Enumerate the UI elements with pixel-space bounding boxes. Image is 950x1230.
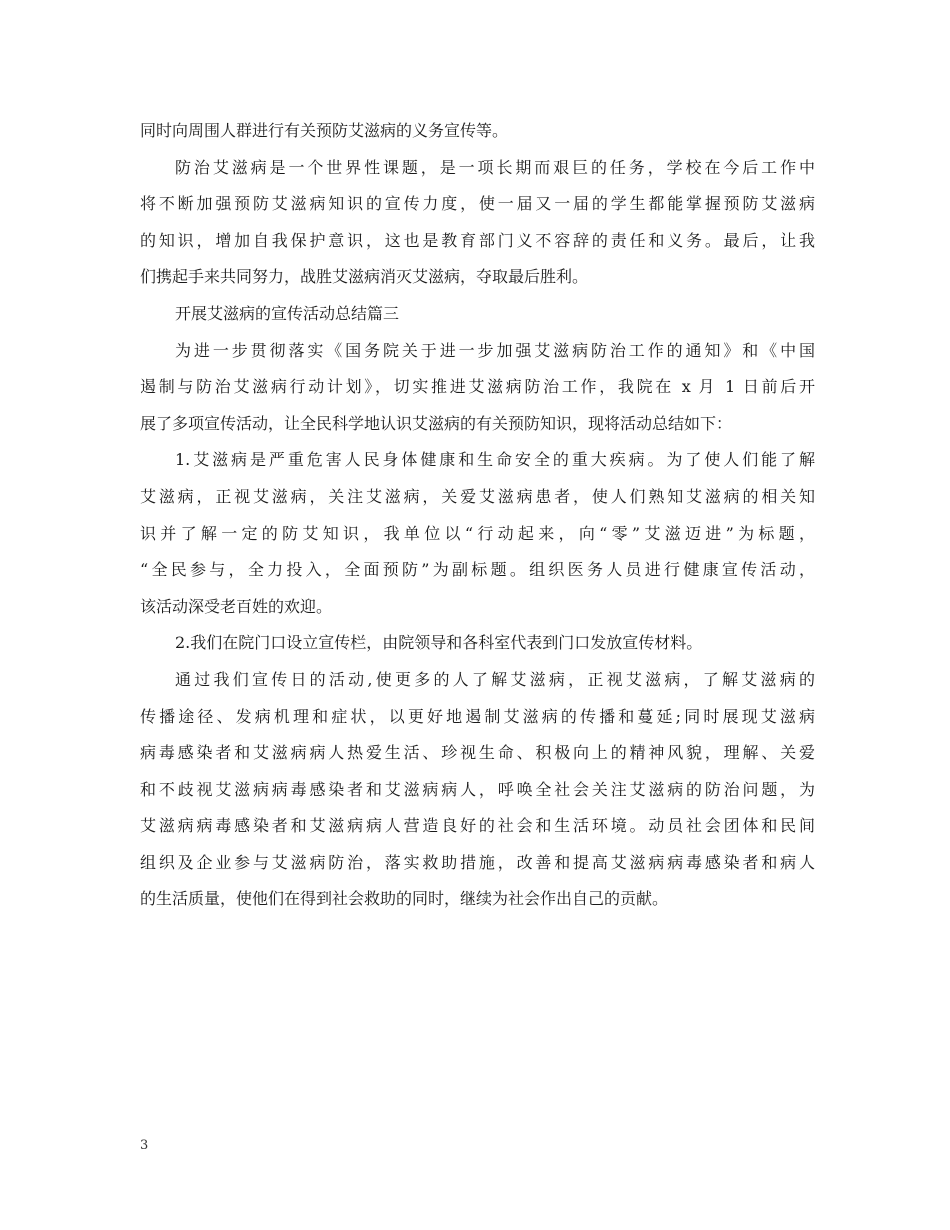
body-line: 同时向周围人群进行有关预防艾滋病的义务宣传等。 <box>140 121 509 140</box>
body-line: 展了多项宣传活动，让全民科学地认识艾滋病的有关预防知识，现将活动总结如下： <box>140 413 733 433</box>
body-line: 的生活质量，使他们在得到社会救助的同时，继续为社会作出自己的贡献。 <box>140 889 669 909</box>
section-heading: 开展艾滋病的宣传活动总结篇三 <box>175 303 400 323</box>
body-line: 识并了解一定的防艾知识，我单位以“行动起来，向“零”艾滋迈进”为标题， <box>140 523 815 543</box>
body-line: 1.艾滋病是严重危害人民身体健康和生命安全的重大疾病。为了使人们能了解 <box>175 450 815 470</box>
body-line: 该活动深受老百姓的欢迎。 <box>140 596 333 616</box>
body-line: 2.我们在院门口设立宣传栏，由院领导和各科室代表到门口发放宣传材料。 <box>175 633 703 653</box>
body-line: 们携起手来共同努力，战胜艾滋病消灭艾滋病，夺取最后胜利。 <box>140 267 589 287</box>
body-line: 组织及企业参与艾滋病防治，落实救助措施，改善和提高艾滋病病毒感染者和病人 <box>140 852 815 872</box>
body-line: 传播途径、发病机理和症状，以更好地遏制艾滋病的传播和蔓延;同时展现艾滋病 <box>140 706 815 726</box>
body-line: 通过我们宣传日的活动,使更多的人了解艾滋病，正视艾滋病，了解艾滋病的 <box>175 669 815 689</box>
body-line: 病毒感染者和艾滋病病人热爱生活、珍视生命、积极向上的精神风貌，理解、关爱 <box>140 743 815 763</box>
body-line: 的知识，增加自我保护意识，这也是教育部门义不容辞的责任和义务。最后，让我 <box>140 230 815 250</box>
body-line: 和不歧视艾滋病病毒感染者和艾滋病病人，呼唤全社会关注艾滋病的防治问题，为 <box>140 779 815 799</box>
page-number: 3 <box>140 1138 149 1153</box>
body-line: 遏制与防治艾滋病行动计划》，切实推进艾滋病防治工作，我院在 x 月 1 日前后开 <box>140 377 815 397</box>
body-line: 防治艾滋病是一个世界性课题，是一项长期而艰巨的任务，学校在今后工作中 <box>175 157 815 177</box>
body-line: 将不断加强预防艾滋病知识的宣传力度，使一届又一届的学生都能掌握预防艾滋病 <box>140 194 815 214</box>
body-line: 艾滋病，正视艾滋病，关注艾滋病，关爱艾滋病患者，使人们熟知艾滋病的相关知 <box>140 486 815 506</box>
body-line: 为进一步贯彻落实《国务院关于进一步加强艾滋病防治工作的通知》和《中国 <box>175 340 815 360</box>
body-line: “全民参与，全力投入，全面预防”为副标题。组织医务人员进行健康宣传活动， <box>140 560 815 580</box>
body-line: 艾滋病病毒感染者和艾滋病病人营造良好的社会和生活环境。动员社会团体和民间 <box>140 816 815 836</box>
document-body <box>140 113 815 918</box>
